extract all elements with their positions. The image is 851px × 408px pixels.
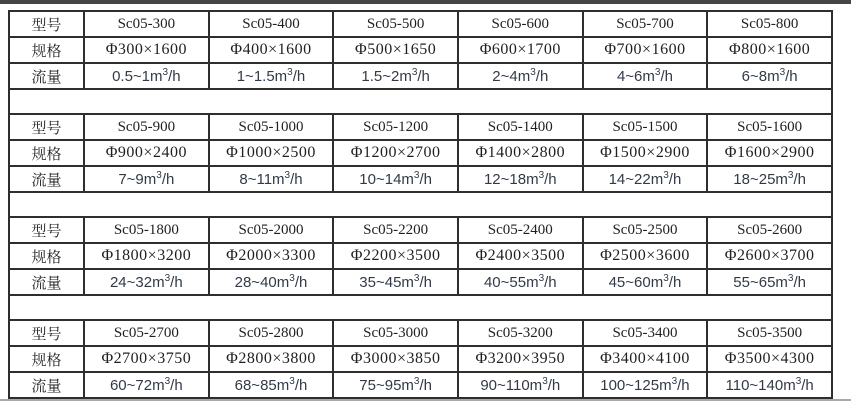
flow-cell: $1\sim 1.5m^3/h$ (209, 63, 334, 89)
spacer-row (9, 192, 832, 217)
superscript-3: 3 (538, 169, 545, 181)
model-cell: Sc05-1600 (707, 114, 832, 140)
model-cell: Sc05-2400 (458, 217, 583, 243)
model-cell: Sc05-500 (333, 11, 458, 37)
spec-cell: Φ1800×3200 (84, 243, 209, 269)
model-cell: Sc05-2500 (583, 217, 708, 243)
model-cell: Sc05-3400 (583, 320, 708, 346)
spacer-row (9, 89, 832, 114)
superscript-3: 3 (779, 66, 786, 78)
flow-cell: $28\sim 40m^3/h$ (209, 269, 334, 295)
spec-cell: Φ1200×2700 (333, 140, 458, 166)
flow-cell: $90\sim 110m^3/h$ (458, 372, 583, 398)
superscript-3: 3 (663, 272, 669, 284)
spec-cell: Φ1000×2500 (209, 140, 334, 166)
model-cell: Sc05-700 (583, 11, 708, 37)
model-cell: Sc05-3200 (458, 320, 583, 346)
superscript-3: 3 (654, 66, 661, 78)
superscript-3: 3 (787, 272, 794, 284)
row-label-flow: 流量 (9, 269, 84, 295)
spec-cell: Φ1500×2900 (583, 140, 708, 166)
flow-cell: $55\sim 65m^3/h$ (707, 269, 832, 295)
superscript-3: 3 (284, 169, 291, 181)
superscript-3: 3 (795, 375, 802, 387)
spec-cell: Φ2500×3600 (583, 243, 708, 269)
model-cell: Sc05-1400 (458, 114, 583, 140)
bottom-border-line (0, 399, 851, 401)
row-label-flow: 流量 (9, 372, 84, 398)
spacer-cell (9, 192, 832, 217)
row-label-flow: 流量 (9, 63, 84, 89)
table-row-spec (9, 140, 832, 166)
row-label-spec: 规格 (9, 346, 84, 372)
spec-cell: Φ3400×4100 (583, 346, 708, 372)
spec-cell: Φ3200×3950 (458, 346, 583, 372)
spacer-row (9, 295, 832, 320)
spec-cell: Φ800×1600 (707, 37, 832, 63)
flow-cell: $40\sim 55m^3/h$ (458, 269, 583, 295)
model-cell: Sc05-600 (458, 11, 583, 37)
table-row-model (9, 217, 832, 243)
row-label-flow: 流量 (9, 166, 84, 192)
row-label-spec: 规格 (9, 37, 84, 63)
flow-cell: $110\sim 140m^3/h$ (707, 372, 832, 398)
spec-cell: Φ700×1600 (583, 37, 708, 63)
row-label-spec: 规格 (9, 140, 84, 166)
flow-cell: $4\sim 6m^3/h$ (583, 63, 708, 89)
model-cell: Sc05-2200 (333, 217, 458, 243)
row-label-model: 型号 (9, 320, 84, 346)
spacer-cell (9, 295, 832, 320)
superscript-3: 3 (411, 66, 418, 78)
table-row-model (9, 11, 832, 37)
superscript-3: 3 (162, 66, 169, 78)
model-cell: Sc05-1000 (209, 114, 334, 140)
flow-cell: $24\sim 32m^3/h$ (84, 269, 209, 295)
flow-cell: $6\sim 8m^3/h$ (707, 63, 832, 89)
spec-table (8, 10, 833, 399)
superscript-3: 3 (413, 375, 420, 387)
spacer-cell (9, 89, 832, 114)
flow-cell: $60\sim 72m^3/h$ (84, 372, 209, 398)
spec-cell: Φ300×1600 (84, 37, 209, 63)
superscript-3: 3 (289, 272, 295, 284)
superscript-3: 3 (289, 375, 295, 387)
spec-cell: Φ1400×2800 (458, 140, 583, 166)
spec-cell: Φ600×1700 (458, 37, 583, 63)
flow-cell: $1.5\sim 2m^3/h$ (333, 63, 458, 89)
spec-cell: Φ2600×3700 (707, 243, 832, 269)
flow-cell: $2\sim 4m^3/h$ (458, 63, 583, 89)
model-cell: Sc05-800 (707, 11, 832, 37)
model-cell: Sc05-400 (209, 11, 334, 37)
superscript-3: 3 (164, 272, 171, 284)
flow-cell: $10\sim 14m^3/h$ (333, 166, 458, 192)
superscript-3: 3 (287, 66, 293, 78)
model-cell: Sc05-2700 (84, 320, 209, 346)
model-cell: Sc05-1200 (333, 114, 458, 140)
row-label-model: 型号 (9, 217, 84, 243)
table-row-spec (9, 37, 832, 63)
spec-cell: Φ2000×3300 (209, 243, 334, 269)
superscript-3: 3 (156, 169, 162, 181)
model-cell: Sc05-2600 (707, 217, 832, 243)
top-border-bar (0, 0, 851, 4)
superscript-3: 3 (542, 375, 548, 387)
flow-cell: $18\sim 25m^3/h$ (707, 166, 832, 192)
spec-cell: Φ2200×3500 (333, 243, 458, 269)
spec-cell: Φ2700×3750 (84, 346, 209, 372)
flow-cell: $35\sim 45m^3/h$ (333, 269, 458, 295)
superscript-3: 3 (164, 375, 171, 387)
flow-cell: $0.5\sim 1m^3/h$ (84, 63, 209, 89)
table-row-flow (9, 63, 832, 89)
model-cell: Sc05-2800 (209, 320, 334, 346)
flow-cell: $8\sim 11m^3/h$ (209, 166, 334, 192)
table-row-spec (9, 243, 832, 269)
spec-cell: Φ500×1650 (333, 37, 458, 63)
row-label-model: 型号 (9, 11, 84, 37)
flow-cell: $75\sim 95m^3/h$ (333, 372, 458, 398)
model-cell: Sc05-3000 (333, 320, 458, 346)
table-row-flow (9, 372, 832, 398)
spec-cell: Φ1600×2900 (707, 140, 832, 166)
flow-cell: $7\sim 9m^3/h$ (84, 166, 209, 192)
flow-cell: $14\sim 22m^3/h$ (583, 166, 708, 192)
flow-cell: $68\sim 85m^3/h$ (209, 372, 334, 398)
superscript-3: 3 (530, 66, 536, 78)
spec-cell: Φ3000×3850 (333, 346, 458, 372)
flow-cell: $45\sim 60m^3/h$ (583, 269, 708, 295)
spec-cell: Φ2400×3500 (458, 243, 583, 269)
table-row-model (9, 320, 832, 346)
superscript-3: 3 (671, 375, 678, 387)
table-row-model (9, 114, 832, 140)
table-row-flow (9, 269, 832, 295)
flow-cell: $12\sim 18m^3/h$ (458, 166, 583, 192)
spec-cell: Φ2800×3800 (209, 346, 334, 372)
spec-cell: Φ900×2400 (84, 140, 209, 166)
model-cell: Sc05-1800 (84, 217, 209, 243)
row-label-spec: 规格 (9, 243, 84, 269)
superscript-3: 3 (663, 169, 669, 181)
spec-table-body (9, 11, 832, 398)
superscript-3: 3 (413, 272, 420, 284)
model-cell: Sc05-1500 (583, 114, 708, 140)
superscript-3: 3 (538, 272, 545, 284)
row-label-model: 型号 (9, 114, 84, 140)
table-row-spec (9, 346, 832, 372)
table-row-flow (9, 166, 832, 192)
superscript-3: 3 (787, 169, 794, 181)
model-cell: Sc05-3500 (707, 320, 832, 346)
spec-cell: Φ400×1600 (209, 37, 334, 63)
model-cell: Sc05-2000 (209, 217, 334, 243)
model-cell: Sc05-900 (84, 114, 209, 140)
model-cell: Sc05-300 (84, 11, 209, 37)
flow-cell: $100\sim 125m^3/h$ (583, 372, 708, 398)
spec-cell: Φ3500×4300 (707, 346, 832, 372)
superscript-3: 3 (413, 169, 420, 181)
